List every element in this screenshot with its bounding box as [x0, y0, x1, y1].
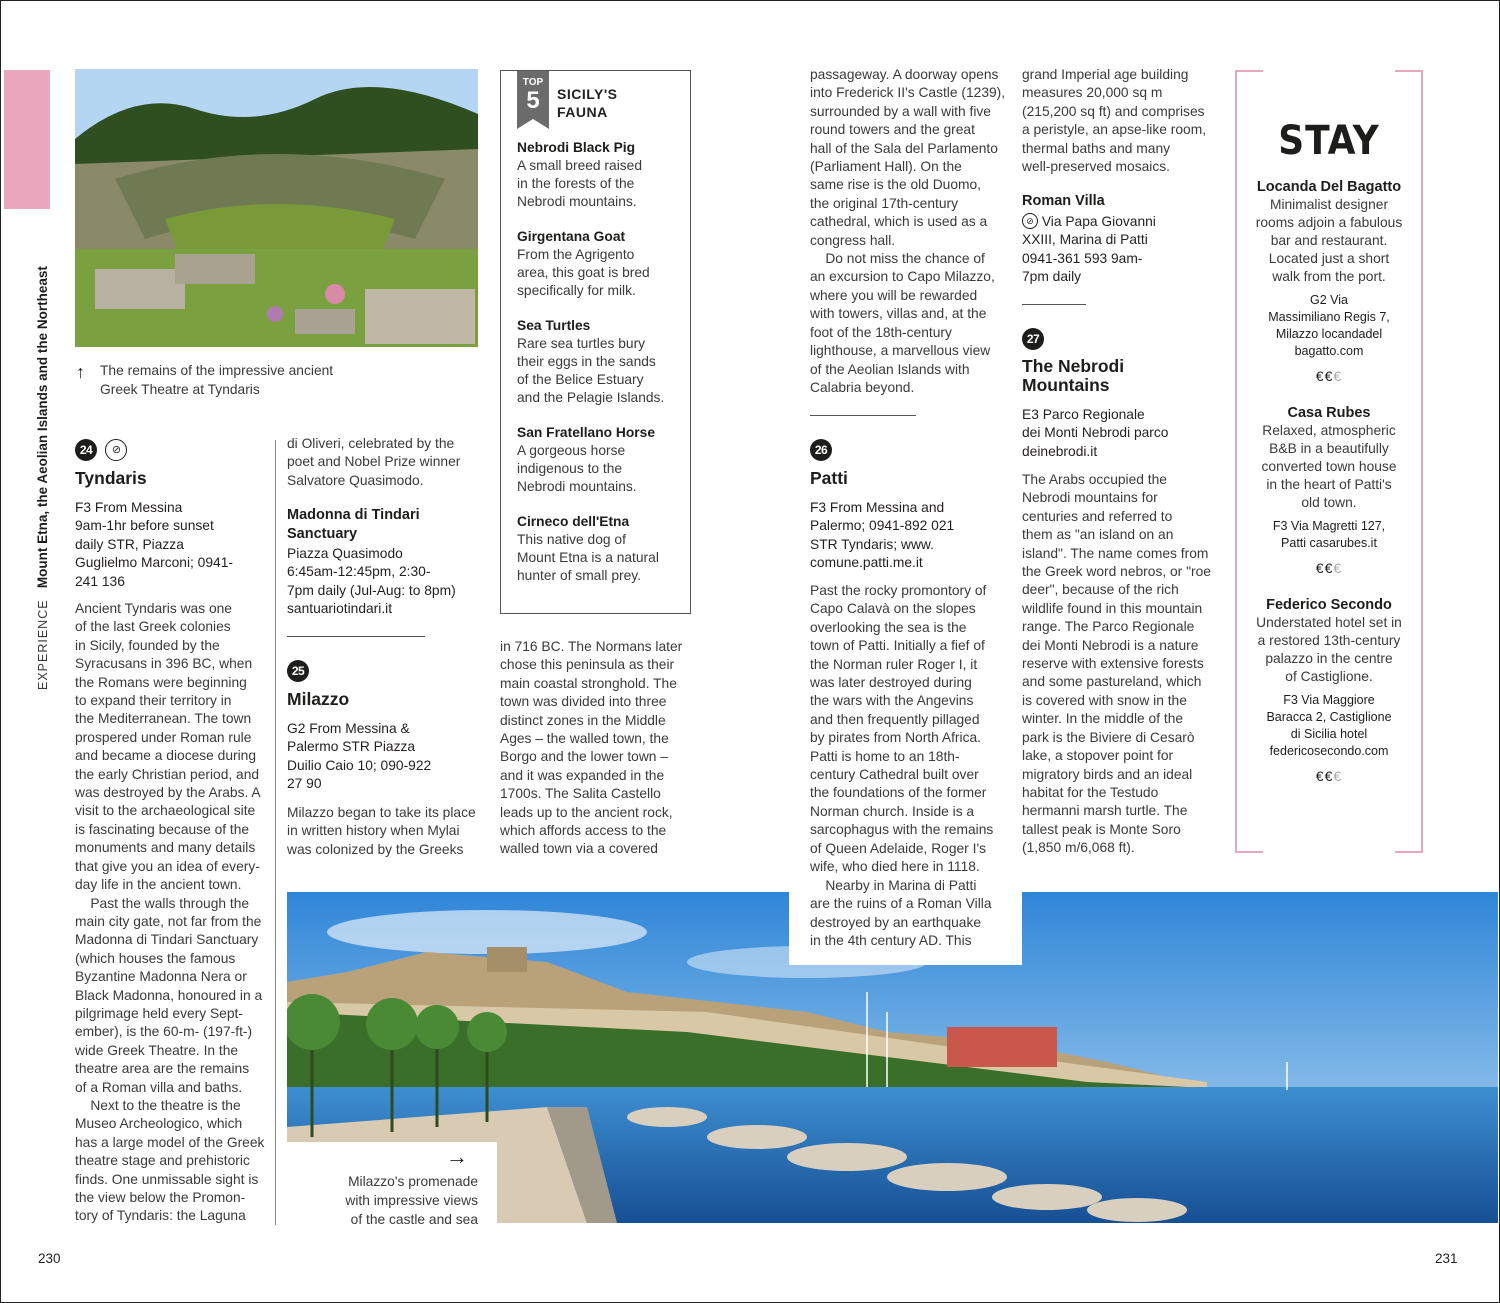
hotel-info: [1243, 692, 1415, 760]
section-tab: [4, 70, 50, 209]
text-line: same rise is the old Duomo,: [810, 177, 981, 193]
text-line: main city gate, not far from the: [75, 913, 262, 929]
price-symbol: €: [1333, 768, 1343, 784]
info-line: dei Monti Nebrodi parco: [1022, 425, 1169, 441]
info-line: santuariotindari.it: [287, 601, 393, 617]
text-line: hermanni marsh turtle. The: [1022, 803, 1188, 819]
text-line: was destroyed by the Arabs. A: [75, 785, 261, 801]
patti-body: [810, 582, 1015, 877]
info-line: F3 From Messina: [75, 500, 183, 515]
price-rating: [1243, 368, 1415, 384]
text-line: island". The name comes from: [1022, 545, 1209, 561]
price-symbol: €: [1333, 368, 1343, 384]
text-line: lake, a stopover point for: [1022, 748, 1174, 764]
top5-ribbon: [517, 71, 549, 129]
text-line: and it was expanded in the: [500, 767, 665, 783]
text-line: wide Greek Theatre. In the: [75, 1042, 239, 1058]
text-line: thermal baths and many: [1022, 140, 1171, 156]
fauna-item-text: specifically for milk.: [517, 283, 636, 298]
text-line: walled town via a covered: [500, 841, 658, 857]
hotel-description-line: Located just a short: [1268, 251, 1390, 266]
text-line: main coastal stronghold. The: [500, 675, 677, 691]
title-line: Madonna di Tindari: [287, 507, 420, 523]
text-line: with towers, villas and, at the: [810, 306, 987, 322]
fauna-item-text: of the Belice Estuary: [517, 372, 644, 387]
text-line: dei Monti Nebrodi is a nature: [1022, 637, 1199, 653]
fauna-list: [517, 139, 682, 602]
caption-line: The remains of the impressive ancient: [100, 363, 334, 378]
fauna-item: [517, 317, 682, 407]
heading-line: SICILY'S: [557, 86, 618, 102]
text-line: 1700s. The Salita Castello: [500, 786, 661, 802]
fauna-item-text: From the Agrigento: [517, 247, 635, 262]
text-line: has a large model of the Greek: [75, 1134, 265, 1150]
stay-box: [1235, 70, 1423, 853]
fauna-item-title: San Fratellano Horse: [517, 425, 656, 440]
fauna-item: [517, 424, 682, 496]
fauna-item-text: This native dog of: [517, 532, 626, 547]
hotel-info: [1243, 292, 1415, 360]
text-line: sarcophagus with the remains: [810, 822, 994, 838]
caption-line: Milazzo's promenade: [348, 1174, 478, 1189]
text-line: that give you an idea of every-: [75, 858, 260, 874]
hotel-info-line: G2 Via: [1310, 293, 1348, 307]
top-number: 5: [526, 87, 540, 114]
hotel-description-line: old town.: [1301, 495, 1357, 510]
hotel-info-line: F3 Via Magretti 127,: [1272, 519, 1386, 533]
text-line: finds. One unmissable sight is: [75, 1171, 259, 1187]
page-number-right: 231: [1435, 1251, 1458, 1266]
text-line: in the 4th century AD. This: [810, 933, 972, 949]
fauna-item-text: A small breed raised: [517, 158, 643, 173]
info-line: G2 From Messina &: [287, 721, 410, 736]
fauna-item-text: Nebrodi mountains.: [517, 194, 637, 209]
fauna-item-text: in the forests of the: [517, 176, 635, 191]
hotel-info-line: bagatto.com: [1294, 344, 1364, 358]
text-line: in written history when Mylai: [287, 823, 460, 839]
text-line: destroyed by an earthquake: [810, 914, 982, 930]
text-line: ember), is the 60-m- (197-ft-): [75, 1024, 253, 1040]
caption-theatre: [100, 361, 333, 399]
info-line: 27 90: [287, 776, 322, 792]
text-line: range. The Parco Regionale: [1022, 619, 1195, 635]
text-line: poet and Nobel Prize winner: [287, 454, 461, 470]
top-label: TOP: [522, 77, 544, 88]
madonna-title: [287, 506, 420, 544]
info-line: XXIII, Marina di Patti: [1022, 232, 1148, 248]
info-line: Palermo STR Piazza: [287, 739, 416, 755]
text-line: Past the rocky promontory of: [810, 583, 987, 598]
text-line: Madonna di Tindari Sanctuary: [75, 932, 259, 948]
price-symbol: €: [1315, 560, 1325, 576]
text-line: round towers and the great: [810, 122, 975, 138]
text-line: di Oliveri, celebrated by the: [287, 436, 455, 451]
hotel-description-line: walk from the port.: [1272, 269, 1386, 284]
roman-villa-info: [1022, 213, 1222, 287]
text-line: Museo Archeologico, which: [75, 1116, 243, 1132]
text-line: leads up to the ancient rock,: [500, 804, 673, 820]
text-line: the Norman ruler Roger I, it: [810, 656, 978, 672]
text-line: a peristyle, an apse-like room,: [1022, 122, 1207, 138]
price-rating: [1243, 768, 1415, 784]
tyndaris-body: [75, 600, 275, 1226]
text-line: town was divided into three: [500, 694, 667, 710]
patti-title: Patti: [810, 468, 848, 488]
text-line: of the last Greek colonies: [75, 619, 231, 635]
price-rating: [1243, 560, 1415, 576]
hotel-name: Federico Secondo: [1266, 597, 1392, 613]
info-line: Via Papa Giovanni: [1038, 214, 1156, 229]
hotel-description-line: Minimalist designer: [1269, 197, 1389, 212]
tyndaris-title: Tyndaris: [75, 468, 147, 488]
text-line: town of Patti. Initially a fief of: [810, 638, 985, 654]
hotel-info-line: di Sicilia hotel: [1290, 727, 1368, 741]
text-line: hall of the Sala del Parlamento: [810, 140, 998, 156]
fauna-item-text: hunter of small prey.: [517, 568, 641, 583]
fauna-item: [517, 139, 682, 211]
info-line: Guglielmo Marconi; 0941-: [75, 555, 233, 571]
fauna-item-title: Cirneco dell'Etna: [517, 514, 630, 529]
nebrodi-info: [1022, 406, 1222, 461]
text-line: overlooking the sea is the: [810, 619, 967, 635]
text-line: (215,200 sq ft) and comprises: [1022, 103, 1205, 119]
title-line: The Nebrodi: [1022, 356, 1125, 376]
hotel-info-line: Baracca 2, Castiglione: [1266, 710, 1392, 724]
fauna-item-text: indigenous to the: [517, 461, 623, 476]
text-line: Black Madonna, honoured in a: [75, 987, 263, 1003]
number-badge: 27: [1022, 328, 1044, 350]
text-line: and then frequently pillaged: [810, 711, 980, 727]
fauna-item-title: Girgentana Goat: [517, 229, 626, 244]
text-line: are the ruins of a Roman Villa: [810, 896, 992, 912]
text-line: (Parliament Hall). On the: [810, 159, 962, 175]
text-line: is fascinating because of the: [75, 821, 250, 837]
text-line: the foundations of the former: [810, 785, 987, 801]
title-line: Sanctuary: [287, 526, 358, 542]
hotel-description-line: Relaxed, atmospheric: [1262, 423, 1396, 438]
text-line: park is the Biviere di Cesarò: [1022, 729, 1195, 745]
stay-title: STAY: [1278, 118, 1380, 164]
patti-body-tail: [810, 877, 1015, 951]
text-line: deer", because of the rich: [1022, 582, 1179, 598]
hotel-description-line: B&B in a beautifully: [1269, 441, 1389, 456]
price-symbol: €: [1315, 768, 1325, 784]
info-line: 241 136: [75, 573, 125, 589]
number-badge: 25: [287, 660, 309, 682]
text-line: the view below the Promon-: [75, 1190, 246, 1205]
info-line: 9am-1hr before sunset: [75, 518, 214, 534]
hotel-name: Casa Rubes: [1287, 405, 1371, 421]
fauna-item: [517, 228, 682, 300]
nebrodi-title: [1022, 357, 1124, 395]
text-line: of Queen Adelaide, Roger I's: [810, 840, 986, 856]
text-line: of a Roman villa and baths.: [75, 1079, 243, 1095]
fauna-item-text: their eggs in the sands: [517, 354, 656, 369]
text-line: The Arabs occupied the: [1022, 472, 1167, 487]
text-line: measures 20,000 sq m: [1022, 85, 1163, 101]
price-symbol: €: [1315, 368, 1325, 384]
text-line: the Romans were beginning: [75, 674, 247, 690]
hotel-description-line: Understated hotel set in: [1256, 615, 1402, 630]
divider: [1022, 304, 1086, 305]
text-line: theatre area are the remains: [75, 1061, 250, 1077]
info-line: deinebrodi.it: [1022, 443, 1098, 459]
text-line: Salvatore Quasimodo.: [287, 472, 424, 488]
text-line: (1,850 m/6,068 ft).: [1022, 840, 1135, 856]
region-label: Mount Etna, the Aeolian Islands and the Northeast: [35, 266, 50, 589]
hotel-name: Locanda Del Bagatto: [1256, 179, 1402, 195]
tyndaris-heading: [75, 439, 127, 461]
text-line: century Cathedral built over: [810, 767, 979, 783]
info-line: STR Tyndaris; www.: [810, 536, 934, 552]
stay-list: [1243, 178, 1415, 804]
text-line: Nebrodi mountains for: [1022, 490, 1158, 506]
text-line: monuments and many details: [75, 840, 256, 856]
tyndaris-info: [75, 499, 275, 591]
text-line: an excursion to Capo Milazzo,: [810, 269, 995, 285]
title-line: Mountains: [1022, 375, 1110, 395]
info-line: Duilio Caio 10; 090-922: [287, 757, 432, 773]
text-line: of the Aeolian Islands with: [810, 361, 970, 377]
info-line: Piazza Quasimodo: [287, 546, 403, 561]
milazzo-number: [287, 660, 309, 682]
text-line: in 716 BC. The Normans later: [500, 639, 683, 654]
page-number-left: 230: [38, 1251, 61, 1266]
fauna-item-text: Mount Etna is a natural: [517, 550, 659, 565]
text-line: the original 17th-century: [810, 195, 959, 211]
hotel-info-line: Patti casarubes.it: [1281, 536, 1377, 550]
text-line: by pirates from North Africa.: [810, 730, 981, 746]
info-line: F3 From Messina and: [810, 500, 945, 515]
text-line: lighthouse, a marvellous view: [810, 343, 991, 359]
caption-promenade: [290, 1172, 478, 1229]
text-line: the wars with the Angevins: [810, 693, 974, 709]
text-line: winter. In the middle of the: [1022, 711, 1184, 727]
text-line: distinct zones in the Middle: [500, 712, 666, 728]
text-line: the Mediterranean. The town: [75, 711, 252, 727]
col2-continuation: [287, 435, 487, 490]
info-line: 7pm daily (Jul-Aug: to 8pm): [287, 582, 456, 598]
text-line: Do not miss the chance of: [810, 251, 985, 267]
text-line: them as "an island on an: [1022, 527, 1174, 543]
milazzo-body: [287, 804, 492, 859]
price-symbol: €: [1324, 368, 1334, 384]
arrow-up-icon: ↑: [76, 362, 85, 382]
hotel-description-line: a restored 13th-century: [1257, 633, 1401, 648]
text-line: congress hall.: [810, 232, 896, 248]
divider: [810, 415, 916, 416]
text-line: centuries and referred to: [1022, 508, 1173, 524]
text-line: the Greek word nebros, or "roe: [1022, 564, 1211, 580]
info-line: E3 Parco Regionale: [1022, 407, 1145, 422]
stay-hotel: [1243, 178, 1415, 384]
hotel-info-line: federicosecondo.com: [1269, 744, 1389, 758]
text-line: (which houses the famous: [75, 950, 236, 966]
info-line: comune.patti.me.it: [810, 555, 923, 571]
text-line: surrounded by a wall with five: [810, 103, 991, 119]
fauna-heading: [557, 85, 618, 121]
price-symbol: €: [1333, 560, 1343, 576]
text-line: Calabria beyond.: [810, 379, 915, 395]
caption-line: with impressive views: [345, 1193, 478, 1208]
column-divider: [275, 440, 276, 1225]
col5-body: [1022, 66, 1222, 176]
fauna-item-title: Sea Turtles: [517, 318, 591, 333]
info-line: Palermo; 0941-892 021: [810, 518, 955, 534]
text-line: tallest peak is Monte Soro: [1022, 821, 1181, 837]
text-line: chose this peninsula as their: [500, 657, 675, 673]
hotel-description-line: bar and restaurant.: [1270, 233, 1388, 248]
fauna-item-text: A gorgeous horse: [517, 443, 626, 458]
stay-hotel: [1243, 596, 1415, 784]
text-line: day life in the ancient town.: [75, 877, 242, 893]
hotel-info-line: Milazzo locandadel: [1275, 327, 1383, 341]
milazzo-info: [287, 720, 487, 794]
text-line: which affords access to the: [500, 823, 667, 839]
info-line: 0941-361 593 9am-: [1022, 250, 1143, 266]
text-line: Capo Calavà on the slopes: [810, 601, 976, 617]
top5-fauna-box: [500, 70, 691, 614]
number-badge: 26: [810, 439, 832, 461]
fauna-item: [517, 513, 682, 585]
fauna-item-text: area, this goat is bred: [517, 265, 650, 280]
text-line: into Frederick II's Castle (1239),: [810, 85, 1006, 101]
madonna-info: [287, 545, 492, 619]
text-line: wildlife found in this mountain: [1022, 600, 1203, 616]
running-header: [35, 266, 50, 690]
heading-line: FAUNA: [557, 104, 608, 120]
caption-line: Greek Theatre at Tyndaris: [100, 382, 260, 397]
patti-number: [810, 439, 832, 461]
text-line: and some pastureland, which: [1022, 674, 1202, 690]
info-line: 7pm daily: [1022, 269, 1082, 285]
hotel-info-line: F3 Via Maggiore: [1283, 693, 1375, 707]
fauna-item-title: Nebrodi Black Pig: [517, 140, 636, 155]
text-line: tory of Tyndaris: the Laguna: [75, 1208, 246, 1224]
text-line: Milazzo began to take its place: [287, 805, 476, 820]
text-line: cathedral, which is used as a: [810, 214, 988, 230]
text-line: grand Imperial age building: [1022, 67, 1189, 82]
nebrodi-body: [1022, 471, 1222, 858]
text-line: Next to the theatre is the: [75, 1097, 241, 1113]
text-line: pilgrimage held every Sept-: [75, 1005, 243, 1021]
divider: [287, 636, 425, 637]
arrow-right-icon: →: [446, 1144, 468, 1169]
gps-icon: ⊘: [105, 439, 127, 461]
text-line: habitat for the Testudo: [1022, 784, 1159, 800]
price-symbol: €: [1324, 560, 1334, 576]
text-line: Patti is home to an 18th-: [810, 748, 960, 764]
col4-body: [810, 66, 1010, 397]
text-line: passageway. A doorway opens: [810, 67, 999, 82]
hotel-info: [1243, 518, 1415, 552]
hotel-description-line: palazzo in the centre: [1265, 651, 1393, 666]
hotel-info-line: Massimiliano Regis 7,: [1268, 310, 1390, 324]
fauna-item-text: and the Pelagie Islands.: [517, 390, 665, 405]
info-line: 6:45am-12:45pm, 2:30-: [287, 564, 431, 580]
text-line: Nearby in Marina di Patti: [810, 878, 977, 893]
stay-hotel: [1243, 404, 1415, 576]
text-line: theatre stage and prehistoric: [75, 1153, 250, 1169]
text-line: to expand their territory in: [75, 693, 232, 709]
hotel-description-line: in the heart of Patti's: [1266, 477, 1392, 492]
price-symbol: €: [1324, 768, 1334, 784]
text-line: Ages – the walled town, the: [500, 731, 669, 747]
milazzo-title: Milazzo: [287, 689, 350, 709]
text-line: visit to the archaeological site: [75, 803, 256, 819]
text-line: where you will be rewarded: [810, 287, 978, 303]
text-line: the early Christian period, and: [75, 766, 260, 782]
patti-info: [810, 499, 1010, 573]
greek-theatre-photo: [75, 69, 478, 347]
caption-line: of the castle and sea: [350, 1212, 478, 1227]
text-line: foot of the 18th-century: [810, 324, 952, 340]
text-line: reserve with extensive forests: [1022, 656, 1204, 672]
text-line: Syracusans in 396 BC, when: [75, 656, 253, 672]
section-label: EXPERIENCE: [36, 599, 50, 690]
gps-icon: ⊘: [1022, 213, 1038, 229]
number-badge: 24: [75, 439, 97, 461]
info-line: daily STR, Piazza: [75, 536, 184, 552]
hotel-description-line: rooms adjoin a fabulous: [1255, 215, 1403, 230]
text-line: is covered with snow in the: [1022, 692, 1187, 708]
fauna-item-text: Rare sea turtles bury: [517, 336, 646, 351]
text-line: and became a diocese during: [75, 748, 257, 764]
text-line: Past the walls through the: [75, 895, 250, 911]
hotel-description-line: converted town house: [1261, 459, 1397, 474]
hotel-description-line: of Castiglione.: [1285, 669, 1373, 684]
text-line: Byzantine Madonna Nera or: [75, 969, 247, 985]
text-line: wife, who died here in 1118.: [810, 859, 980, 875]
text-line: Norman church. Inside is a: [810, 803, 975, 819]
text-line: migratory birds and an ideal: [1022, 766, 1193, 782]
text-line: in Sicily, founded by the: [75, 637, 220, 653]
text-line: well-preserved mosaics.: [1022, 159, 1170, 175]
text-line: was colonized by the Greeks: [287, 841, 464, 857]
col3-body: [500, 638, 690, 859]
text-line: was later destroyed during: [810, 675, 972, 691]
text-line: prospered under Roman rule: [75, 729, 252, 745]
text-line: Ancient Tyndaris was one: [75, 601, 232, 616]
text-line: Borgo and the lower town –: [500, 749, 668, 765]
nebrodi-number: [1022, 328, 1044, 350]
roman-villa-title: Roman Villa: [1022, 193, 1105, 209]
fauna-item-text: Nebrodi mountains.: [517, 479, 637, 494]
